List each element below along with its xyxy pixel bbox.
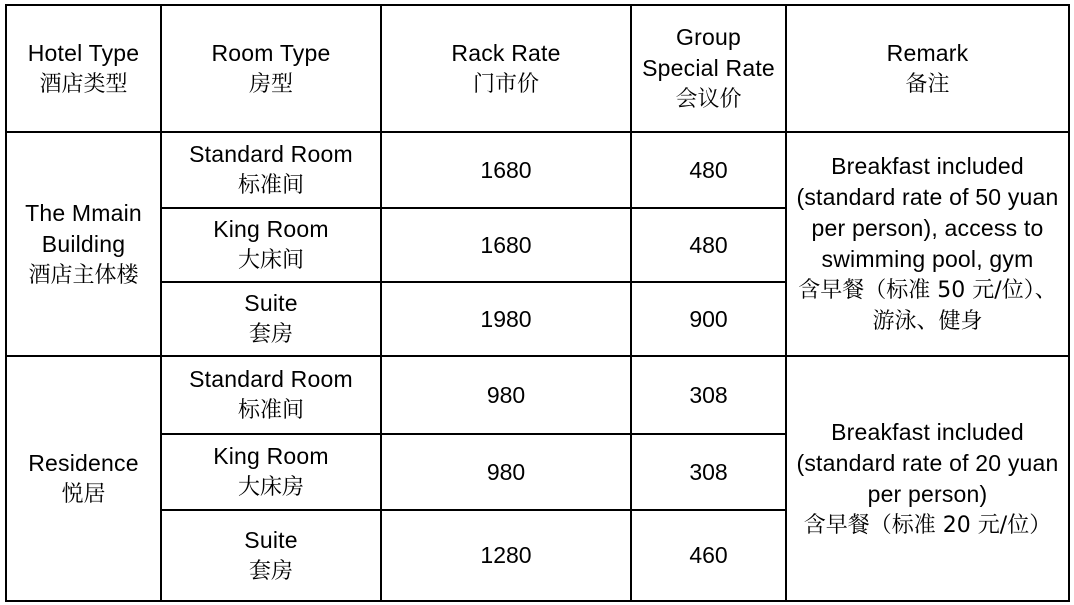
remark-cell: Breakfast included (standard rate of 50 yuan per person), access to swimming pool, gym 含早餐（标准 50 元/位）、游泳、健身 — [786, 132, 1069, 356]
room-type-cell: King Room 大床间 — [161, 208, 381, 282]
hotel-type-cell: The Mmain Building 酒店主体楼 — [6, 132, 161, 356]
room-type-cell: Suite 套房 — [161, 510, 381, 601]
group-rate-cell: 460 — [631, 510, 786, 601]
group-rate-cell: 308 — [631, 356, 786, 434]
group-rate-cell: 480 — [631, 208, 786, 282]
header-hotel-type: Hotel Type 酒店类型 — [6, 5, 161, 132]
table-row — [6, 132, 1069, 208]
header-group-rate: Group Special Rate 会议价 — [631, 5, 786, 132]
rack-rate-cell: 1980 — [381, 282, 631, 356]
room-type-cell: Suite 套房 — [161, 282, 381, 356]
rack-rate-cell: 980 — [381, 434, 631, 510]
header-row — [6, 5, 1069, 132]
rack-rate-cell: 1280 — [381, 510, 631, 601]
rack-rate-cell: 1680 — [381, 208, 631, 282]
hotel-type-cell: Residence 悦居 — [6, 356, 161, 601]
group-rate-cell: 900 — [631, 282, 786, 356]
room-type-cell: Standard Room 标准间 — [161, 132, 381, 208]
rack-rate-cell: 980 — [381, 356, 631, 434]
group-rate-cell: 308 — [631, 434, 786, 510]
room-rate-table — [5, 4, 1070, 602]
group-rate-cell: 480 — [631, 132, 786, 208]
remark-cell: Breakfast included (standard rate of 20 yuan per person) 含早餐（标准 20 元/位） — [786, 356, 1069, 601]
header-room-type: Room Type 房型 — [161, 5, 381, 132]
header-rack-rate: Rack Rate 门市价 — [381, 5, 631, 132]
header-remark: Remark 备注 — [786, 5, 1069, 132]
rack-rate-cell: 1680 — [381, 132, 631, 208]
table-row — [6, 356, 1069, 434]
room-type-cell: Standard Room 标准间 — [161, 356, 381, 434]
room-type-cell: King Room 大床房 — [161, 434, 381, 510]
